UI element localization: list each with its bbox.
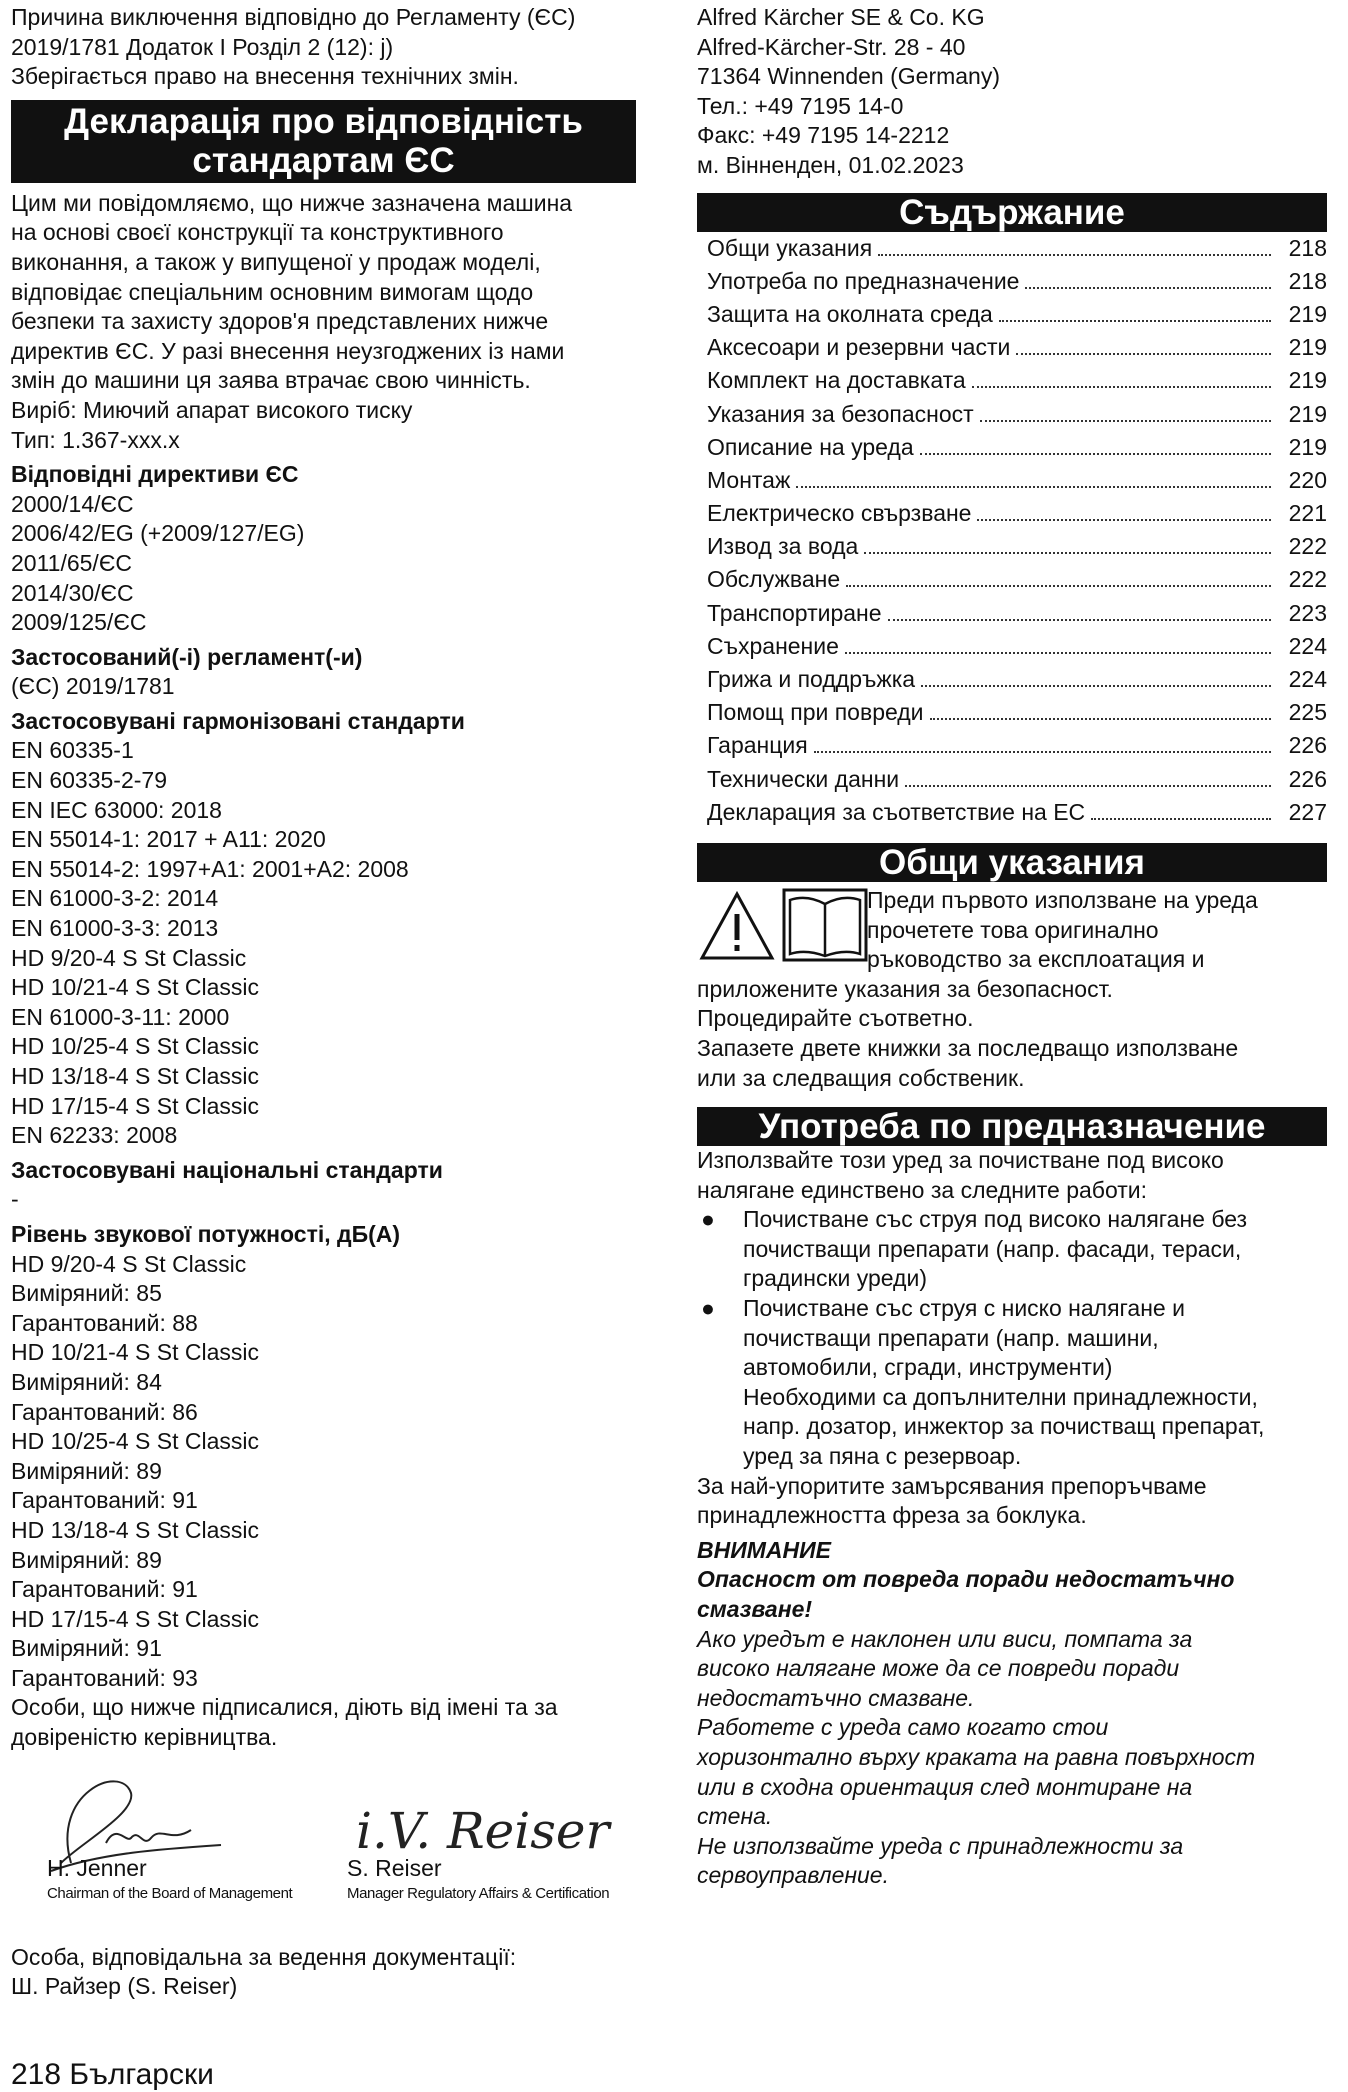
toc-title: Аксесоари и резервни части	[707, 334, 1011, 361]
toc-title: Указания за безопасност	[707, 400, 974, 427]
toc-leader	[796, 485, 1271, 488]
regulation-title: Застосований(-і) регламент(-и)	[11, 643, 363, 670]
toc-heading: Съдържание	[697, 193, 1327, 232]
toc-page: 219	[1288, 433, 1327, 460]
general-icon-text: Преди първото използване на уреда прочетете това оригинално ръководство за експлоатация и	[867, 886, 1258, 973]
toc-leader	[905, 784, 1271, 787]
toc-leader	[845, 651, 1271, 654]
toc-leader	[921, 684, 1271, 687]
warning-title: ВНИМАНИЕ	[697, 1536, 832, 1563]
toc-row	[697, 398, 1327, 431]
toc-leader	[1091, 817, 1271, 820]
svg-text:i.V. Reiser: i.V. Reiser	[356, 1801, 610, 1860]
toc-leader	[972, 385, 1271, 388]
toc-row	[697, 497, 1327, 530]
toc-title: Съхранение	[707, 632, 839, 659]
signature-reiser	[356, 1802, 613, 1860]
toc-row	[697, 431, 1327, 464]
toc-page: 224	[1288, 632, 1327, 659]
bullet-text: Почистване със струя с ниско налягане и почистващи препарати (напр. машини, автомобили, сгради, инструменти) Необходими са допълнителни принадлежности, напр. дозатор, инжектор за почистващ препарат, уред за пяна с резервоар.	[743, 1295, 1265, 1470]
toc-page: 222	[1288, 566, 1327, 593]
toc-leader	[977, 518, 1271, 521]
toc-page: 220	[1288, 466, 1327, 493]
right-column	[697, 0, 1327, 1891]
toc-page: 227	[1288, 798, 1327, 825]
general-text: приложените указания за безопасност. Процедирайте съответно. Запазете двете книжки за последващо използване или за следващия собственик.	[697, 975, 1239, 1091]
left-column	[11, 0, 636, 2002]
toc-row	[697, 663, 1327, 696]
use-after: За най-упоритите замърсявания препоръчваме принадлежността фреза за боклука.	[697, 1472, 1207, 1529]
toc-row	[697, 331, 1327, 364]
toc-leader	[980, 419, 1271, 422]
toc-row	[697, 597, 1327, 630]
toc-page: 223	[1288, 599, 1327, 626]
toc-leader	[888, 618, 1271, 621]
decl-text: Цим ми повідомляємо, що нижче зазначена машина на основі своєї конструкції та конструктивного виконання, а також у випущеної у продаж моделі, відповідає спеціальним основним вимогам щодо безпеки та захисту здоров'я представлених нижче директив ЄС. У разі внесення неузгоджених із нами змін до машини ця заява втрачає свою чинність. Виріб: Миючий апарат високого тиску Тип: 1.367-xxx.x	[11, 189, 573, 453]
national-title: Застосовувані національні стандарти	[11, 1156, 443, 1183]
sound-title: Рівень звукової потужності, дБ(A)	[11, 1220, 401, 1247]
signer1-name: H. Jenner	[47, 1854, 147, 1881]
general-icons	[697, 886, 867, 966]
sound-list: HD 9/20-4 S St Classic Виміряний: 85 Гарантований: 88 HD 10/21-4 S St Classic Виміряний: 84 Гарантований: 86 HD 10/25-4 S St Classic Виміряний: 89 Гарантований: 91 HD 13/18-4 S St Classic Виміряний: 89 Гарантований: 91 HD 17/15-4 S St Classic Виміряний: 91 Гарантований: 93	[11, 1250, 259, 1691]
bullet-icon: ●	[701, 1295, 715, 1322]
toc-row	[697, 563, 1327, 596]
toc-page: 221	[1288, 500, 1327, 527]
warning-subtitle: Опасност от повреда поради недостатъчно смазване!	[697, 1566, 1235, 1622]
toc-title: Монтаж	[707, 466, 791, 493]
toc-leader	[864, 551, 1271, 554]
warning-text: Ако уредът е наклонен или виси, помпата за високо налягане може да се повреди поради недостатъчно смазване. Работете с уреда само когато стои хоризонтално върху краката на равна повърхност или в сходна ориентация след монтиране на стена. Не използвайте уреда с принадлежности за сервоуправление.	[697, 1625, 1256, 1889]
address-block: Alfred Kärcher SE & Co. KG Alfred-Kärcher-Str. 28 - 40 71364 Winnenden (Germany) Тел.: +49 7195 14-0 Факс: +49 7195 14-2212 м. Вінненден, 01.02.2023	[697, 4, 1000, 178]
toc-row	[697, 763, 1327, 796]
toc-leader	[1025, 286, 1271, 289]
toc-leader	[1016, 352, 1271, 355]
harmonized-list: EN 60335-1 EN 60335-2-79 EN IEC 63000: 2018 EN 55014-1: 2017 + A11: 2020 EN 55014-2: 1997+A1: 2001+A2: 2008 EN 61000-3-2: 2014 EN 61000-3-3: 2013 HD 9/20-4 S St Classic HD 10/21-4 S St Classic EN 61000-3-11: 2000 HD 10/25-4 S St Classic HD 13/18-4 S St Classic HD 17/15-4 S St Classic EN 62233: 2008	[11, 737, 409, 1149]
toc-page: 226	[1288, 765, 1327, 792]
use-intro: Използвайте този уред за почистване под високо налягане единствено за следните работи:	[697, 1147, 1224, 1203]
toc-row	[697, 530, 1327, 563]
use-bullets	[697, 1205, 1327, 1471]
toc-page: 218	[1288, 267, 1327, 294]
toc-title: Технически данни	[707, 765, 900, 792]
use-bullet	[697, 1294, 1327, 1472]
toc-page: 218	[1288, 234, 1327, 261]
toc-title: Транспортиране	[707, 599, 882, 626]
bullet-icon: ●	[701, 1206, 715, 1233]
toc-row	[697, 796, 1327, 829]
toc-row	[697, 364, 1327, 397]
toc-title: Защита на околната среда	[707, 300, 993, 327]
doc-responsible: Особа, відповідальна за ведення документації: Ш. Райзер (S. Reiser)	[11, 1943, 517, 2000]
toc-row	[697, 298, 1327, 331]
toc-page: 222	[1288, 533, 1327, 560]
table-of-contents	[697, 232, 1327, 829]
toc-page: 219	[1288, 300, 1327, 327]
toc-title: Обслужване	[707, 566, 841, 593]
signer1-role: Chairman of the Board of Management	[47, 1884, 293, 1902]
signer2-name: S. Reiser	[347, 1854, 442, 1881]
toc-row	[697, 464, 1327, 497]
toc-title: Помощ при повреди	[707, 699, 924, 726]
svg-text:Jenner: Jenner	[71, 1840, 98, 1850]
toc-title: Грижа и поддръжка	[707, 666, 916, 692]
toc-row	[697, 729, 1327, 762]
use-heading: Употреба по предназначение	[697, 1107, 1327, 1146]
toc-page: 224	[1288, 666, 1327, 692]
toc-leader	[846, 584, 1271, 587]
toc-leader	[930, 717, 1271, 720]
harmonized-title: Застосовувані гармонізовані стандарти	[11, 707, 465, 734]
signer2-role: Manager Regulatory Affairs & Certification	[347, 1884, 610, 1902]
toc-leader	[814, 750, 1271, 753]
intro-text: Причина виключення відповідно до Регламенту (ЄС) 2019/1781 Додаток I Розділ 2 (12): j) Зберігається право на внесення технічних змін.	[11, 4, 576, 90]
national-list: -	[11, 1186, 19, 1213]
toc-title: Употреба по предназначение	[707, 267, 1020, 294]
toc-leader	[999, 319, 1271, 322]
toc-title: Комплект на доставката	[707, 367, 966, 394]
toc-page: 225	[1288, 699, 1327, 726]
use-bullet	[697, 1205, 1327, 1294]
toc-title: Извод за вода	[707, 533, 859, 560]
toc-row	[697, 232, 1327, 265]
toc-title: Описание на уреда	[707, 433, 914, 460]
toc-title: Електрическо свързване	[707, 500, 972, 527]
bullet-text: Почистване със струя под високо налягане без почистващи препарати (напр. фасади, тераси, градински уреди)	[743, 1206, 1248, 1292]
page-footer: 218 Български	[11, 2058, 214, 2091]
toc-page: 219	[1288, 400, 1327, 427]
general-icon-row	[697, 886, 1327, 975]
toc-row	[697, 630, 1327, 663]
signers-note: Особи, що нижче підписалися, діють від імені та за довіреністю керівництва.	[11, 1694, 558, 1751]
toc-leader	[878, 253, 1271, 256]
toc-title: Гаранция	[707, 732, 808, 759]
regulation-list: (ЄС) 2019/1781	[11, 673, 175, 700]
decl-heading: Декларація про відповідність стандартам ЄС	[11, 100, 636, 183]
toc-page: 226	[1288, 732, 1327, 759]
toc-page: 219	[1288, 367, 1327, 394]
toc-title: Общи указания	[707, 234, 873, 261]
signatures	[11, 1753, 636, 1943]
general-heading: Общи указания	[697, 843, 1327, 882]
toc-leader	[920, 452, 1271, 455]
directives-list: 2000/14/ЄС 2006/42/EG (+2009/127/EG) 2011/65/ЄС 2014/30/ЄС 2009/125/ЄС	[11, 490, 305, 636]
toc-row	[697, 696, 1327, 729]
toc-page: 219	[1288, 334, 1327, 361]
directives-title: Відповідні директиви ЄС	[11, 461, 299, 488]
toc-row	[697, 265, 1327, 298]
toc-title: Декларация за съответствие на ЕС	[707, 798, 1086, 825]
book-icon	[782, 886, 872, 966]
